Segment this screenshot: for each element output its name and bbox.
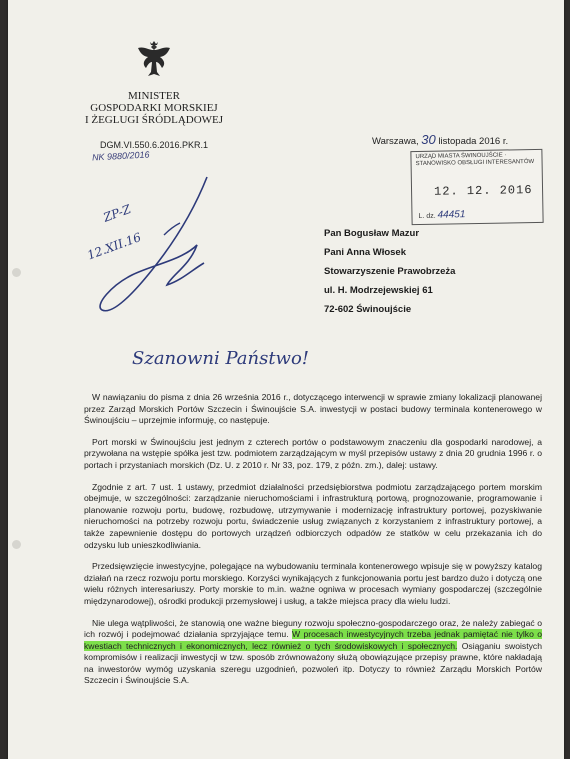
- ministry-line: MINISTER: [128, 90, 180, 102]
- city-label: Warszawa,: [372, 136, 419, 147]
- paragraph-text: Osiąganiu swoistych kompromisów i realizacji inwestycji w tzw. sposób zrównoważony służą obowiązujące przepisy prawne, które nakładają na inwestorów wymóg uzyskania szeregu uzgodnień, pozwoleń itp. Dotyczy to również Zarządu Morskich Portów Szczecin i Świnoujście S.A.: [84, 640, 542, 686]
- paragraph: [84, 618, 542, 688]
- stamp-number-handwritten: 44451: [437, 209, 466, 221]
- stamp-number-label: L. dz.: [418, 212, 436, 221]
- punch-hole: [12, 268, 21, 277]
- addressee-line: Pani Anna Włosek: [324, 247, 406, 258]
- registration-stamp: [410, 149, 543, 225]
- letter-page: [8, 0, 564, 759]
- stamp-number: [418, 209, 465, 221]
- handwritten-day: 30: [421, 132, 436, 147]
- handwritten-reference: NK 9880/2016: [91, 149, 150, 163]
- place-and-date: [372, 132, 508, 147]
- reference-number: DGM.VI.550.6.2016.PKR.1: [100, 140, 209, 150]
- addressee-line: Pan Bogusław Mazur: [324, 228, 420, 239]
- paragraph: Przedsięwzięcie inwestycyjne, polegające na wybudowaniu terminala kontenerowego wpisuje się w powyższy katalog działań na rzecz rozwoju portu morskiego. Korzyści wynikających z funkcjonowania portu jest bardzo dużo i dotyczą one wielu różnych interesariuszy. Porty morskie to m.in. ważne ogniwa w procesach wymiany gospodarczej (szczególnie międzynarodowej), ośrodki produkcji przemysłowej i usług, a także miejsca pracy dla wielu ludzi.: [84, 561, 542, 606]
- ministry-header: [80, 90, 228, 126]
- handwritten-annotation: [70, 195, 150, 275]
- paragraph-text: Nie ulega wątpliwości, że stanowią one ważne bieguny rozwoju społeczno-gospodarczego oraz, że należy zabiegać o ich rozwój i podejmować działania sprzyjające temu.: [84, 617, 542, 640]
- letter-body: [84, 392, 542, 697]
- eagle-emblem-icon: [134, 38, 174, 80]
- addressee-line: Stowarzyszenie Prawobrzeża: [324, 266, 456, 277]
- highlighted-text: W procesach inwestycyjnych trzeba jednak pamiętać nie tylko o kwestiach technicznych i ekonomicznych, lecz również o tych środowiskowych i społecznych.: [84, 629, 543, 651]
- addressee-line: ul. H. Modrzejewskiej 61: [324, 285, 433, 296]
- punch-hole: [12, 540, 21, 549]
- ministry-line: GOSPODARKI MORSKIEJ: [90, 102, 218, 114]
- annotation-text: 12.XII.16: [85, 230, 144, 263]
- ministry-line: I ŻEGLUGI ŚRÓDLĄDOWEJ: [84, 114, 224, 126]
- addressee-block: [324, 224, 455, 319]
- paragraph: W nawiązaniu do pisma z dnia 26 września 2016 r., dotyczącego interwencji w sprawie zmiany lokalizacji planowanej przez Zarząd Morskich Portów Szczecin i Świnoujście S.A. inwestycji w postaci budowy terminala kontenerowego w Świnoujściu – uprzejmie informuję, co następuje.: [84, 392, 542, 426]
- paragraph: Zgodnie z art. 7 ust. 1 ustawy, przedmiot działalności przedsiębiorstwa podmiotu zarządzającego portem morskim obejmuje, w szczególności: zarządzanie nieruchomościami i infrastrukturą portową, prognozowanie, programowanie i planowanie rozwoju portu, budowę, rozbudowę, utrzymywanie i modernizację infrastruktury portowej, pozyskiwanie nieruchomości na potrzeby rozwoju portu, świadczenie usług związanych z korzystaniem z infrastruktury portowej, a także zapewnienie dostępu do portowych urządzeń odbiorczych odpadów ze statków w celu przekazania ich do odzysku lub unieszkodliwiania.: [84, 481, 542, 550]
- stamp-heading: URZĄD MIASTA ŚWINOUJŚCIE · STANOWISKO OBSŁUGI INTERESANTÓW: [415, 152, 535, 168]
- month-year: listopada 2016 r.: [438, 136, 509, 147]
- greeting-text: Szanowni Państwo!: [132, 348, 310, 369]
- paragraph: Port morski w Świnoujściu jest jednym z czterech portów o podstawowym znaczeniu dla gospodarki narodowej, a przywołana na wstępie spółka jest tzw. podmiotem zarządzającym w myśl przepisów ustawy z dnia 20 grudnia 1996 r. o portach i przystaniach morskich (Dz. U. z 2010 r. Nr 33, poz. 179, z późn. zm.), dalej: ustawy.: [84, 436, 542, 470]
- addressee-line: 72-602 Świnoujście: [324, 304, 412, 315]
- annotation-text: ZP-Z: [101, 201, 133, 225]
- handwritten-greeting: [132, 336, 312, 386]
- stamp-date: 12. 12. 2016: [433, 183, 533, 199]
